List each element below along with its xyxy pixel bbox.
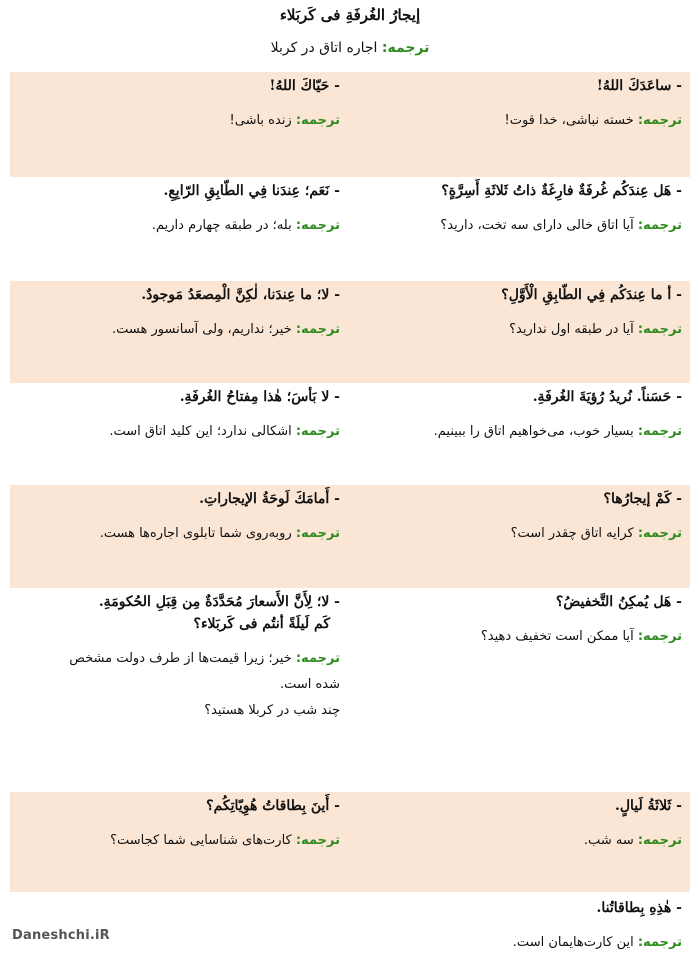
dialogue-cell-right — [352, 489, 682, 547]
arabic-line: - لا بَأسَ؛ هٰذا مِفتاحُ الغُرفَةِ. — [179, 389, 340, 405]
arabic-line: - ثَلاثَةُ لَيالٍ. — [614, 798, 682, 814]
persian-translation-cont: شده است. — [279, 677, 340, 692]
dialogue-cell-left — [10, 387, 340, 445]
arabic-line: - كَمْ إيجارُها؟ — [603, 491, 682, 507]
dialogue-row — [10, 896, 690, 962]
dialogue-row — [10, 588, 690, 792]
arabic-line: - أَمامَكَ لَوحَةُ الإيجاراتِ. — [199, 491, 340, 507]
persian-translation: ترجمه: بسیار خوب، می‌خواهیم اتاق را ببینیم. — [433, 424, 682, 439]
persian-translation: ترجمه: کارت‌های شناسایی شما کجاست؟ — [110, 833, 340, 848]
dialogue-cell-left — [10, 489, 340, 547]
arabic-line: - لا؛ ما عِندَنا، لٰكِنَّ الْمِصعَدُ مَوجودٌ. — [141, 287, 340, 303]
dialogue-cell-right — [352, 387, 682, 445]
arabic-line: - أ ما عِندَکُم فِي الطّابِقِ الْأَوَّلِ؟ — [501, 287, 682, 303]
dialogue-row — [10, 177, 690, 281]
dialogue-row — [10, 72, 690, 177]
dialogue-row — [10, 792, 690, 892]
arabic-line: - ساعَدَكَ اللهُ! — [596, 78, 682, 94]
arabic-line: - أَينَ بِطاقاتُ هُوِيّاتِكُم؟ — [206, 798, 340, 814]
persian-translation: ترجمه: خیر؛ زیرا قیمت‌ها از طرف دولت مشخص — [69, 651, 340, 666]
persian-translation: ترجمه: سه شب. — [583, 833, 682, 848]
dialogue-cell-right — [352, 796, 682, 854]
persian-translation: ترجمه: آیا در طبقه اول ندارید؟ — [509, 322, 682, 337]
dialogue-cell-left — [10, 592, 340, 724]
persian-translation: ترجمه: اشکالی ندارد؛ این کلید اتاق است. — [109, 424, 340, 439]
site-watermark: Daneshchi.iR — [12, 928, 110, 943]
arabic-line: - حَيّاكَ اللهُ! — [269, 78, 340, 94]
arabic-line: - هَل يُمكِنُ التَّخفيضُ؟ — [555, 594, 682, 610]
arabic-line: - حَسَناً. نُريدُ رُؤيَةَ الغُرفَةِ. — [532, 389, 682, 405]
dialogue-cell-right — [352, 592, 682, 650]
persian-translation: ترجمه: خسته نباشی، خدا قوت! — [504, 113, 682, 128]
dialogue-cell-left — [10, 796, 340, 854]
dialogue-cell-right — [352, 285, 682, 343]
arabic-line: - لا؛ لِأَنَّ الأَسعارَ مُحَدَّدَةٌ مِن قِبَلِ الحُكومَةِ. — [98, 594, 340, 610]
arabic-line: كَم لَيلَةً أنتُم فی کَربَلاء؟ — [193, 616, 330, 632]
persian-translation: ترجمه: روبه‌روی شما تابلوی اجاره‌ها هست. — [99, 526, 340, 541]
dialogue-cell-right — [352, 181, 682, 239]
persian-translation: ترجمه: خیر؛ نداریم، ولی آسانسور هست. — [112, 322, 340, 337]
dialogue-cell-right — [352, 898, 682, 956]
persian-translation: ترجمه: کرایه اتاق چقدر است؟ — [510, 526, 682, 541]
document-title: إيجارُ الغُرفَةِ فی کَربَلاء — [279, 6, 421, 24]
persian-translation: ترجمه: زنده باشی! — [229, 113, 340, 128]
dialogue-cell-left — [10, 76, 340, 134]
document-subtitle — [0, 40, 700, 56]
arabic-line: - هٰذِهِ بِطاقاتُنا. — [596, 900, 682, 916]
dialogue-cell-left — [10, 285, 340, 343]
persian-translation-cont: چند شب در کربلا هستید؟ — [204, 703, 340, 718]
dialogue-cell-left — [10, 181, 340, 239]
persian-translation: ترجمه: این کارت‌هایمان است. — [512, 935, 682, 950]
subtitle-text: اجاره اتاق در کربلا — [270, 40, 378, 56]
arabic-line: - هَل عِندَکُم غُرفَةٌ فارِغَةٌ ذاتُ ثَلاثَةِ أَسِرَّةٍ؟ — [441, 183, 682, 199]
dialogue-row — [10, 485, 690, 588]
dialogue-cell-right — [352, 76, 682, 134]
persian-translation: ترجمه: بله؛ در طبقه چهارم داریم. — [151, 218, 340, 233]
persian-translation: ترجمه: آیا اتاق خالی دارای سه تخت، دارید؟ — [440, 218, 682, 233]
dialogue-row — [10, 281, 690, 383]
arabic-line: - نَعَم؛ عِندَنا فِي الطّابِقِ الرّابِعِ. — [163, 183, 340, 199]
dialogue-row — [10, 383, 690, 485]
translation-label: ترجمه: — [381, 40, 430, 56]
persian-translation: ترجمه: آیا ممکن است تخفیف دهید؟ — [480, 629, 682, 644]
